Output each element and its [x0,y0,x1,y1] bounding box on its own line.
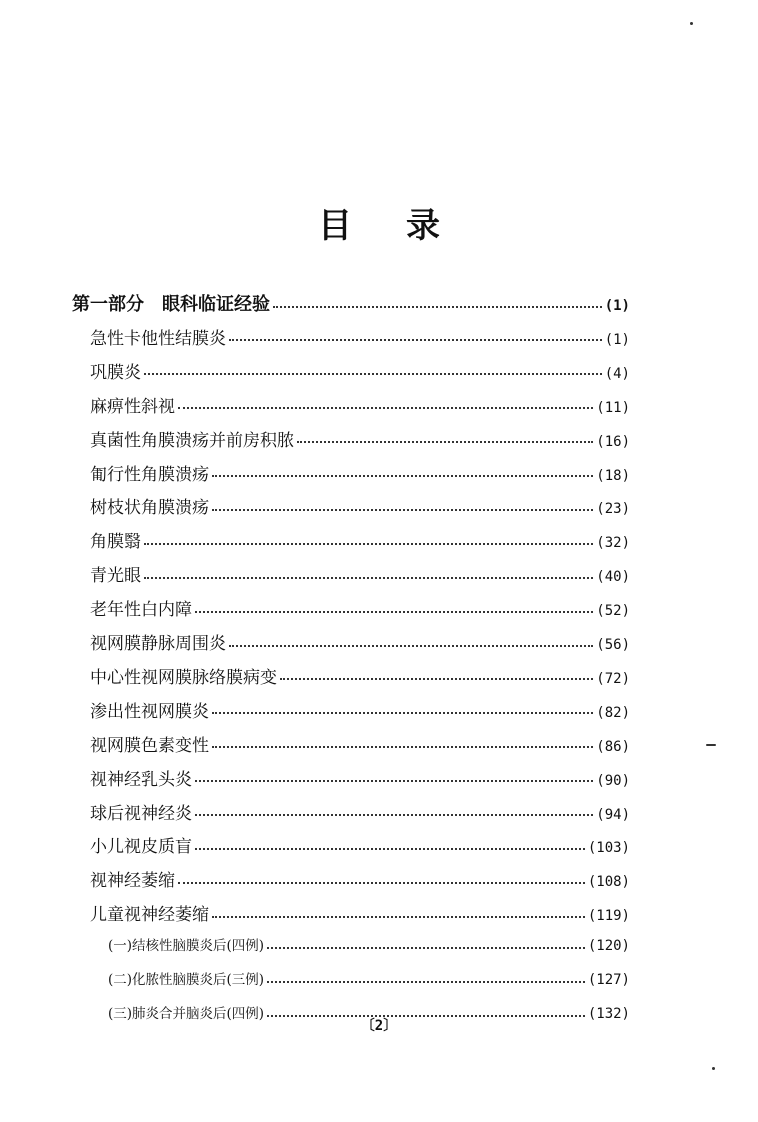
toc-entry-title: 中心性视网膜脉络膜病变 [90,667,277,688]
toc-entry-page: (72) [596,670,630,687]
toc-entry-page: (119) [587,908,630,925]
toc-entry [90,561,630,586]
leader-dots [212,916,585,918]
toc-entry-page: (56) [596,637,630,653]
toc-entry [90,663,630,688]
toc-entry-title: 真菌性角膜溃疡并前房积脓 [90,430,294,451]
toc-entry-title: 急性卡他性结膜炎 [90,328,226,349]
leader-dots [144,373,602,375]
toc-part-heading [72,290,630,316]
toc-subentry [108,968,630,988]
toc-entry [90,527,630,552]
toc-entry-title: 巩膜炎 [90,362,141,383]
leader-dots [144,577,593,579]
toc-entry [90,493,630,518]
toc-entry-page: (86) [596,738,630,755]
leader-dots [280,678,593,680]
toc-entry-title: 树枝状角膜溃疡 [90,498,209,519]
leader-dots [178,882,585,884]
toc-entry-title: 角膜翳 [90,532,141,553]
toc-entry-page: (40) [596,569,630,586]
page-title: 目录 [318,206,494,246]
toc-entry-page: (1) [604,298,630,314]
toc-entry-page: (4) [604,365,630,382]
leader-dots [267,981,585,983]
toc-entry-title: 匍行性角膜溃疡 [90,464,209,485]
toc-entry-page: (1) [604,331,630,348]
toc-entry-page: (103) [587,840,630,857]
leader-dots [212,712,593,714]
leader-dots [195,780,593,782]
toc-entry-title: 视网膜静脉周围炎 [90,634,226,654]
leader-dots [267,947,585,949]
toc-entry [90,324,630,349]
toc-entry-page: (11) [596,399,630,416]
toc-entry [90,799,630,824]
leader-dots [212,475,593,477]
toc-entry-title: 青光眼 [90,566,141,587]
leader-dots [195,611,593,613]
toc-entry [90,358,630,383]
leader-dots [229,645,593,647]
toc-entry [90,460,630,485]
toc-entry [90,392,630,417]
toc-subentry [108,934,630,954]
toc-entry-page: (120) [587,938,630,955]
leader-dots [178,407,593,409]
toc-entry [90,731,630,756]
toc-entry [90,900,630,925]
toc-entry-title: (三)肺炎合并脑炎后(四例) [108,1005,265,1022]
toc-entry-title: 球后视神经炎 [90,803,192,824]
toc-entry [90,629,630,654]
toc-entry-title: 视神经乳头炎 [90,769,192,790]
toc-entry [90,426,630,451]
toc-entry-page: (52) [596,603,630,620]
leader-dots [297,441,593,443]
scan-speck [706,744,716,746]
leader-dots [212,509,593,511]
leader-dots [195,814,593,816]
toc-entry [90,765,630,790]
toc-entry-title: 小儿视皮质盲 [90,837,192,858]
toc-entry-page: (18) [596,467,630,484]
leader-dots [229,339,602,341]
toc-entry-title: 视网膜色素变性 [90,735,209,756]
toc-entry [90,832,630,857]
toc-entry [90,866,630,891]
toc-entry [90,595,630,620]
toc-entry-page: (132) [587,1005,630,1022]
leader-dots [195,848,585,850]
toc-entry-title: 渗出性视网膜炎 [90,701,209,722]
toc-entry-title: 麻痹性斜视 [90,396,175,417]
toc-entry-page: (23) [596,501,630,518]
toc-entry-title: (一)结核性脑膜炎后(四例) [108,938,265,955]
toc-entry-title: 第一部分 眼科临证经验 [72,294,270,315]
toc-entry-page: (16) [596,433,630,450]
toc-entry-title: 视神经萎缩 [90,871,175,892]
page-number: 〔2〕 [360,1018,398,1034]
scan-speck [690,22,693,25]
toc-entry-page: (108) [587,874,630,891]
leader-dots [212,746,593,748]
toc-entry-title: 儿童视神经萎缩 [90,905,209,926]
toc-entry-page: (82) [596,704,630,721]
leader-dots [144,543,593,545]
toc-entry-title: (二)化脓性脑膜炎后(三例) [108,972,265,988]
toc-entry-page: (32) [596,535,630,552]
toc-entry-page: (127) [587,972,630,988]
scan-speck [712,1067,715,1070]
toc-entry [90,697,630,722]
toc-entry-page: (94) [596,806,630,823]
toc-entry-page: (90) [596,772,630,789]
toc-entry-title: 老年性白内障 [90,600,192,621]
leader-dots [273,306,602,308]
